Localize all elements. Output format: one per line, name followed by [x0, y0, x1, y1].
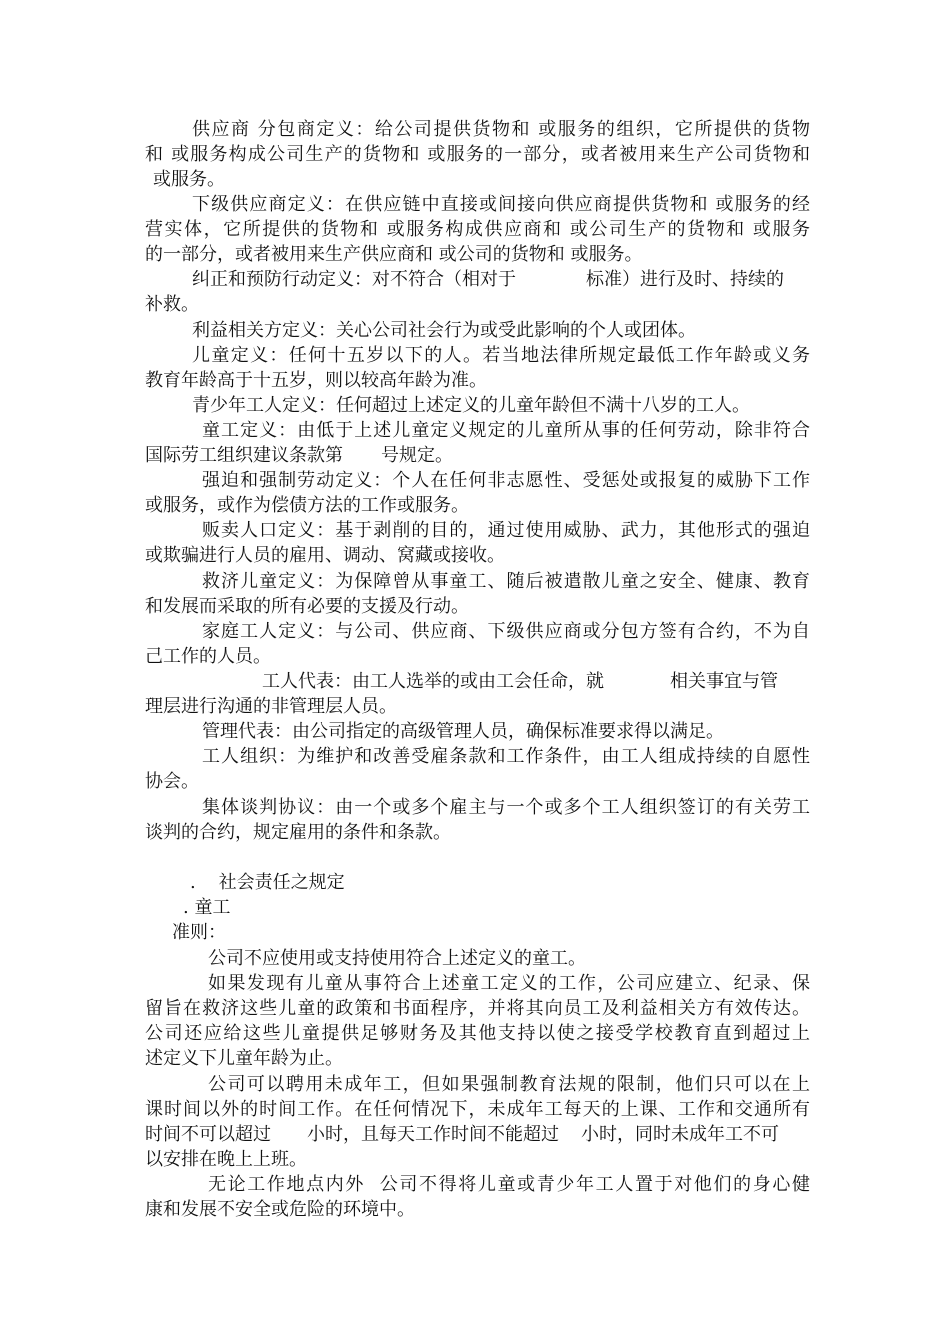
- child-definition-line-2: 教育年龄高于十五岁，则以较高年龄为准。: [145, 370, 487, 391]
- hours-text-c: 小时，同时未成年工不可: [581, 1124, 779, 1145]
- trafficking-definition-line-2: 或欺骗进行人员的雇用、调动、窝藏或接收。: [145, 545, 505, 566]
- stakeholder-definition: 利益相关方定义：关心公司社会行为或受此影响的个人或团体。: [192, 320, 696, 341]
- child-labor-text-b: 号规定。: [381, 445, 453, 466]
- supplier-definition-line-2: 和 或服务构成公司生产的货物和 或服务的一部分，或者被用来生产公司货物和: [145, 144, 810, 165]
- sub-supplier-definition-line-1: 下级供应商定义：在供应链中直接或间接向供应商提供货物和 或服务的经: [192, 194, 810, 215]
- worker-organization-line-2: 协会。: [145, 771, 199, 792]
- criteria-paragraph-3-line-3: [145, 1122, 810, 1147]
- criteria-paragraph-4-line-1: 无论工作地点内外 公司不得将儿童或青少年工人置于对他们的身心健: [208, 1174, 810, 1195]
- worker-representative-text-a: 工人代表：由工人选举的或由工会任命，就: [262, 671, 604, 692]
- sub-supplier-definition-line-3: 的一部分，或者被用来生产供应商和 或公司的货物和 或服务。: [145, 244, 643, 265]
- child-labor-definition-line-1: 童工定义：由低于上述儿童定义规定的儿童所从事的任何劳动，除非符合: [202, 420, 810, 441]
- sub-supplier-definition-line-2: 营实体，它所提供的货物和 或服务构成供应商和 或公司生产的货物和 或服务: [145, 219, 810, 240]
- trafficking-definition-line-1: 贩卖人口定义：基于剥削的目的，通过使用威胁、武力，其他形式的强迫: [202, 520, 810, 541]
- supplier-definition-line-1: 供应商 分包商定义：给公司提供货物和 或服务的组织，它所提供的货物: [192, 119, 810, 140]
- criteria-paragraph-3-line-1: 公司可以聘用未成年工，但如果强制教育法规的限制，他们只可以在上: [208, 1074, 810, 1095]
- child-definition-line-1: 儿童定义：任何十五岁以下的人。若当地法律所规定最低工作年龄或义务: [192, 345, 810, 366]
- hours-text-a: 时间不可以超过: [145, 1124, 271, 1145]
- home-worker-definition-line-2: 己工作的人员。: [145, 646, 271, 667]
- forced-labor-definition-line-2: 或服务，或作为偿债方法的工作或服务。: [145, 495, 469, 516]
- criteria-paragraph-2-line-1: 如果发现有儿童从事符合上述童工定义的工作，公司应建立、纪录、保: [208, 973, 810, 994]
- corrective-action-definition-line-2: 补救。: [145, 294, 199, 315]
- collective-bargaining-line-1: 集体谈判协议：由一个或多个雇主与一个或多个工人组织签订的有关劳工: [202, 797, 810, 818]
- worker-representative-line-2: 理层进行沟通的非管理层人员。: [145, 696, 397, 717]
- collective-bargaining-line-2: 谈判的合约，规定雇用的条件和条款。: [145, 822, 451, 843]
- child-labor-definition-line-2: [145, 443, 810, 468]
- corrective-action-text-b: 标准）进行及时、持续的: [586, 269, 784, 290]
- young-worker-definition: 青少年工人定义：任何超过上述定义的儿童年龄但不满十八岁的工人。: [192, 395, 750, 416]
- criteria-paragraph-1: 公司不应使用或支持使用符合上述定义的童工。: [208, 948, 586, 969]
- remediation-definition-line-1: 救济儿童定义：为保障曾从事童工、随后被遣散儿童之安全、健康、教育: [202, 571, 810, 592]
- home-worker-definition-line-1: 家庭工人定义：与公司、供应商、下级供应商或分包方签有合约，不为自: [202, 621, 810, 642]
- remediation-definition-line-2: 和发展而采取的所有必要的支援及行动。: [145, 596, 469, 617]
- section-heading: . 社会责任之规定: [190, 872, 345, 893]
- criteria-paragraph-3-line-2: 课时间以外的时间工作。在任何情况下，未成年工每天的上课、工作和交通所有: [145, 1099, 810, 1120]
- worker-organization-line-1: 工人组织：为维护和改善受雇条款和工作条件，由工人组成持续的自愿性: [202, 746, 810, 767]
- forced-labor-definition-line-1: 强迫和强制劳动定义：个人在任何非志愿性、受惩处或报复的威胁下工作: [202, 470, 810, 491]
- criteria-paragraph-4-line-2: 康和发展不安全或危险的环境中。: [145, 1199, 415, 1220]
- criteria-paragraph-2-line-3: 公司还应给这些儿童提供足够财务及其他支持以使之接受学校教育直到超过上: [145, 1023, 810, 1044]
- criteria-label: 准则：: [172, 922, 226, 943]
- worker-representative-line-1: [262, 669, 810, 694]
- management-representative: 管理代表：由公司指定的高级管理人员，确保标准要求得以满足。: [202, 721, 724, 742]
- corrective-action-text-a: 纠正和预防行动定义：对不符合（相对于: [192, 269, 516, 290]
- criteria-paragraph-3-line-4: 以安排在晚上上班。: [145, 1149, 307, 1170]
- worker-representative-text-b: 相关事宜与管: [670, 671, 778, 692]
- sub-heading-child-labor: . 童工: [183, 897, 231, 918]
- criteria-paragraph-2-line-4: 述定义下儿童年龄为止。: [145, 1048, 343, 1069]
- corrective-action-definition-line-1: [192, 267, 810, 292]
- supplier-definition-line-3: 或服务。: [153, 169, 225, 190]
- hours-text-b: 小时，且每天工作时间不能超过: [307, 1124, 559, 1145]
- child-labor-text-a: 国际劳工组织建议条款第: [145, 445, 343, 466]
- criteria-paragraph-2-line-2: 留旨在救济这些儿童的政策和书面程序，并将其向员工及利益相关方有效传达。: [145, 998, 810, 1019]
